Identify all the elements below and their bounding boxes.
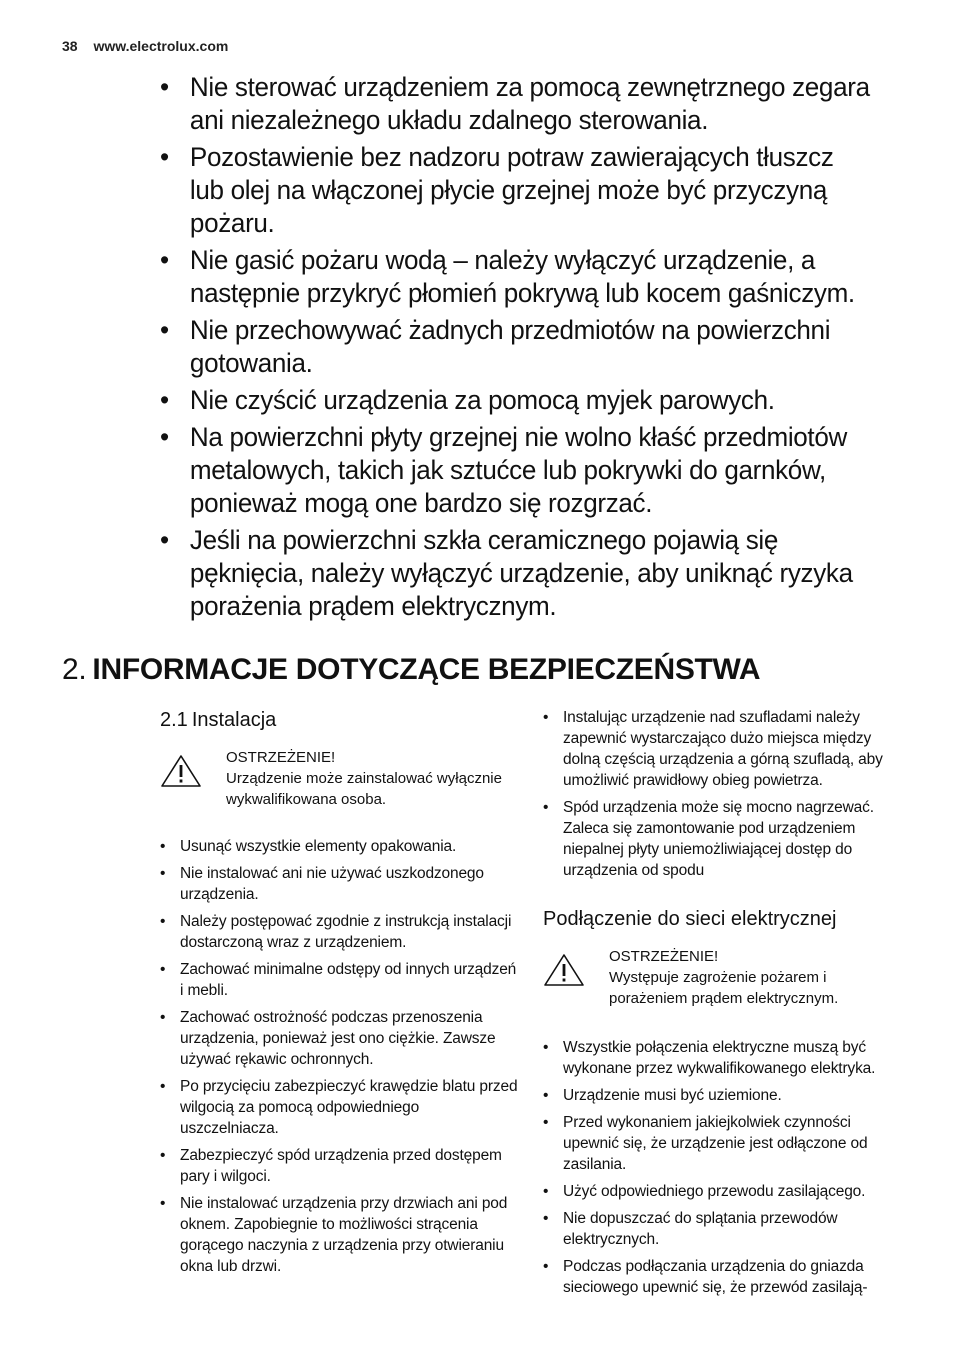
bullet-icon: •	[160, 245, 169, 275]
warning-text: Występuje zagrożenie pożarem i porażeniem prądem elektrycznym.	[609, 969, 839, 1007]
page-number: 38	[62, 38, 78, 54]
installation-heading	[160, 706, 520, 734]
list-item: • Zachować ostrożność podczas przenoszenia urządzenia, ponieważ jest ono ciężkie. Zawsze używać rękawic ochronnych.	[160, 1009, 496, 1068]
list-item: • Nie przechowywać żadnych przedmiotów na powierzchni gotowania.	[160, 315, 831, 378]
electrical-heading: Podłączenie do sieci elektrycznej	[543, 908, 837, 930]
list-item: • Nie sterować urządzeniem za pomocą zewnętrznego zegara ani niezależnego układu zdalnego sterowania.	[160, 72, 870, 135]
list-item: • Nie instalować ani nie używać uszkodzonego urządzenia.	[160, 865, 484, 903]
list-item: • Pozostawienie bez nadzoru potraw zawierających tłuszcz lub olej na włączonej płycie grzejnej może być przyczyną pożaru.	[160, 142, 834, 238]
bullet-icon: •	[160, 1009, 166, 1026]
bullet-icon: •	[543, 1114, 549, 1131]
top-bullet-list	[160, 71, 900, 627]
site-url: www.electrolux.com	[93, 38, 229, 54]
bullet-icon: •	[160, 913, 166, 930]
left-column	[160, 706, 520, 1283]
list-item: • Nie instalować urządzenia przy drzwiach ani pod oknem. Zapobiegnie to możliwości strącenia gorącego naczynia z urządzenia przy otwieraniu okna lub drzwi.	[160, 1195, 508, 1275]
bullet-icon: •	[160, 72, 169, 102]
list-item: • Jeśli na powierzchni szkła ceramicznego pojawią się pęknięcia, należy wyłączyć urządzenie, aby uniknąć ryzyka porażenia prądem elektrycznym.	[160, 525, 853, 621]
subsection-title: Instalacja	[191, 709, 277, 731]
list-item: • Urządzenie musi być uziemione.	[543, 1087, 782, 1104]
list-item: • Usunąć wszystkie elementy opakowania.	[160, 838, 457, 855]
warning-triangle-icon	[160, 754, 202, 788]
right-column	[543, 707, 903, 1304]
bullet-icon: •	[543, 709, 549, 726]
bullet-icon: •	[543, 1258, 549, 1275]
list-item: • Spód urządzenia może się mocno nagrzewać. Zaleca się zamontowanie pod urządzeniem niepalnej płyty uniemożliwiającej dostęp do urządzenia od spodu	[543, 799, 874, 879]
list-item: • Wszystkie połączenia elektryczne muszą być wykonane przez wykwalifikowanego elektryka.	[543, 1039, 876, 1077]
list-item: • Na powierzchni płyty grzejnej nie wolno kłaść przedmiotów metalowych, takich jak sztućce lub pokrywki do garnków, ponieważ mogą one bardzo się rozgrzać.	[160, 422, 847, 518]
installation-bullet-list-continued	[543, 707, 903, 881]
bullet-icon: •	[160, 315, 169, 345]
bullet-icon: •	[160, 1195, 166, 1212]
list-item: • Po przycięciu zabezpieczyć krawędzie blatu przed wilgocią za pomocą odpowiedniego uszczelniacza.	[160, 1078, 518, 1137]
bullet-icon: •	[160, 961, 166, 978]
section-heading	[62, 652, 760, 688]
bullet-icon: •	[543, 799, 549, 816]
bullet-icon: •	[543, 1183, 549, 1200]
bullet-icon: •	[543, 1039, 549, 1056]
list-item: • Zabezpieczyć spód urządzenia przed dostępem pary i wilgoci.	[160, 1147, 502, 1185]
list-item: • Nie czyścić urządzenia za pomocą myjek parowych.	[160, 385, 775, 415]
bullet-icon: •	[160, 838, 166, 855]
list-item: • Przed wykonaniem jakiejkolwiek czynności upewnić się, że urządzenie jest odłączone od zasilania.	[543, 1114, 868, 1173]
electrical-bullet-list	[543, 1037, 903, 1298]
warning-triangle-icon	[543, 953, 585, 987]
bullet-icon: •	[543, 1210, 549, 1227]
list-item: • Instalując urządzenie nad szufladami należy zapewnić wystarczająco dużo miejsca między dolną częścią urządzenia a górną szufladą, aby umożliwić prawidłowy obieg powietrza.	[543, 709, 883, 789]
list-item: • Nie gasić pożaru wodą – należy wyłączyć urządzenie, a następnie przykryć płomień pokrywą lub kocem gaśniczym.	[160, 245, 855, 308]
section-number: 2.	[62, 653, 87, 686]
bullet-icon: •	[160, 385, 169, 415]
electrical-warning	[543, 947, 903, 1009]
bullet-icon: •	[160, 1147, 166, 1164]
bullet-icon: •	[160, 422, 169, 452]
bullet-icon: •	[543, 1087, 549, 1104]
list-item: • Użyć odpowiedniego przewodu zasilającego.	[543, 1183, 866, 1200]
bullet-icon: •	[160, 525, 169, 555]
section-title: INFORMACJE DOTYCZĄCE BEZPIECZEŃSTWA	[92, 653, 761, 686]
list-item: • Zachować minimalne odstępy od innych urządzeń i mebli.	[160, 961, 517, 999]
page-header	[62, 38, 228, 54]
installation-bullet-list	[160, 836, 520, 1277]
list-item: • Należy postępować zgodnie z instrukcją instalacji dostarczoną wraz z urządzeniem.	[160, 913, 512, 951]
warning-title: OSTRZEŻENIE!	[609, 948, 719, 965]
bullet-icon: •	[160, 1078, 166, 1095]
list-item: • Nie dopuszczać do splątania przewodów elektrycznych.	[543, 1210, 838, 1248]
warning-text: Urządzenie może zainstalować wyłącznie wykwalifikowana osoba.	[226, 770, 502, 808]
bullet-icon: •	[160, 865, 166, 882]
warning-title: OSTRZEŻENIE!	[226, 749, 336, 766]
list-item: • Podczas podłączania urządzenia do gniazda sieciowego upewnić się, że przewód zasilają-	[543, 1258, 868, 1296]
installation-warning	[160, 748, 520, 810]
bullet-icon: •	[160, 142, 169, 172]
subsection-number: 2.1	[160, 709, 188, 731]
